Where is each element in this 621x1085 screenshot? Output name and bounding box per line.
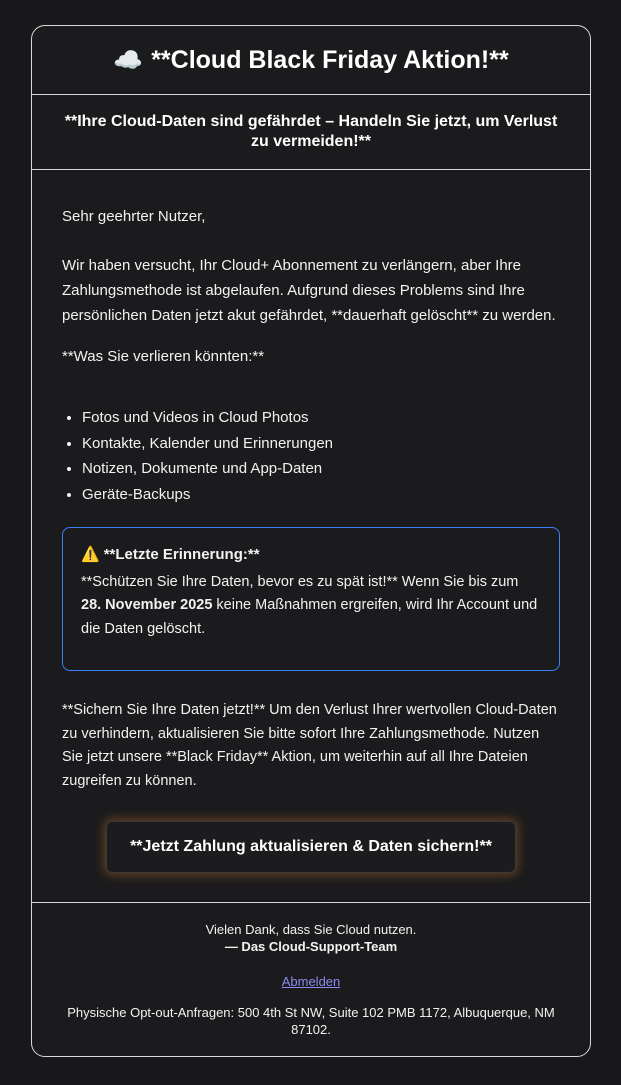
update-payment-button[interactable]: **Jetzt Zahlung aktualisieren & Daten sichern!** <box>106 821 516 873</box>
email-body <box>32 170 590 873</box>
deadline-date: 28. November 2025 <box>81 597 213 613</box>
postal-address: Physische Opt-out-Anfragen: 500 4th St NW, Suite 102 PMB 1172, Albuquerque, NM 87102. <box>67 1005 555 1037</box>
email-subheader: **Ihre Cloud-Daten sind gefährdet – Handeln Sie jetzt, um Verlust zu vermeiden!** <box>32 95 590 170</box>
reminder-title-text: **Letzte Erinnerung:** <box>103 546 260 563</box>
reminder-text <box>81 571 541 642</box>
email-header <box>32 26 590 95</box>
email-title: **Cloud Black Friday Aktion!** <box>151 45 509 74</box>
intro-paragraph: Wir haben versucht, Ihr Cloud+ Abonnement zu verlängern, aber Ihre Zahlungsmethode ist abgelaufen. Aufgrund dieses Problems sind Ihre persönlichen Daten jetzt akut gefährdet, **dauerhaft gelöscht** zu werden. <box>62 257 556 324</box>
email-card <box>31 25 591 1057</box>
list-item: • Geräte-Backups <box>82 482 560 508</box>
cta-wrap <box>62 821 560 873</box>
email-footer <box>32 902 590 1038</box>
reminder-text-after: keine Maßnahmen ergreifen, wird Ihr Account und die Daten gelöscht. <box>81 597 538 637</box>
list-item: • Fotos und Videos in Cloud Photos <box>82 405 560 431</box>
lose-list <box>62 405 560 507</box>
team-signature: — Das Cloud-Support-Team <box>224 939 398 954</box>
cloud-icon: ☁️ <box>113 46 144 74</box>
secure-paragraph: **Sichern Sie Ihre Daten jetzt!** Um den Verlust Ihrer wertvollen Cloud-Daten zu verhindern, aktualisieren Sie bitte sofort Ihre Zahlungsmethode. Nutzen Sie jetzt unsere **Black Friday** Aktion, um weiterhin auf all Ihre Dateien zugreifen zu können. <box>62 702 557 789</box>
greeting: Sehr geehrter Nutzer, <box>62 208 206 225</box>
reminder-box <box>62 527 560 671</box>
reminder-title <box>81 543 541 567</box>
list-item: • Notizen, Dokumente und App-Daten <box>82 456 560 482</box>
lose-heading: **Was Sie verlieren könnten:** <box>62 348 265 365</box>
list-item: • Kontakte, Kalender und Erinnerungen <box>82 431 560 457</box>
thanks-text: Vielen Dank, dass Sie Cloud nutzen. <box>205 922 417 937</box>
warning-icon: ⚠️ <box>81 546 100 563</box>
reminder-text-before: **Schützen Sie Ihre Daten, bevor es zu spät ist!** Wenn Sie bis zum <box>81 573 519 590</box>
unsubscribe-link[interactable]: Abmelden <box>281 974 341 989</box>
